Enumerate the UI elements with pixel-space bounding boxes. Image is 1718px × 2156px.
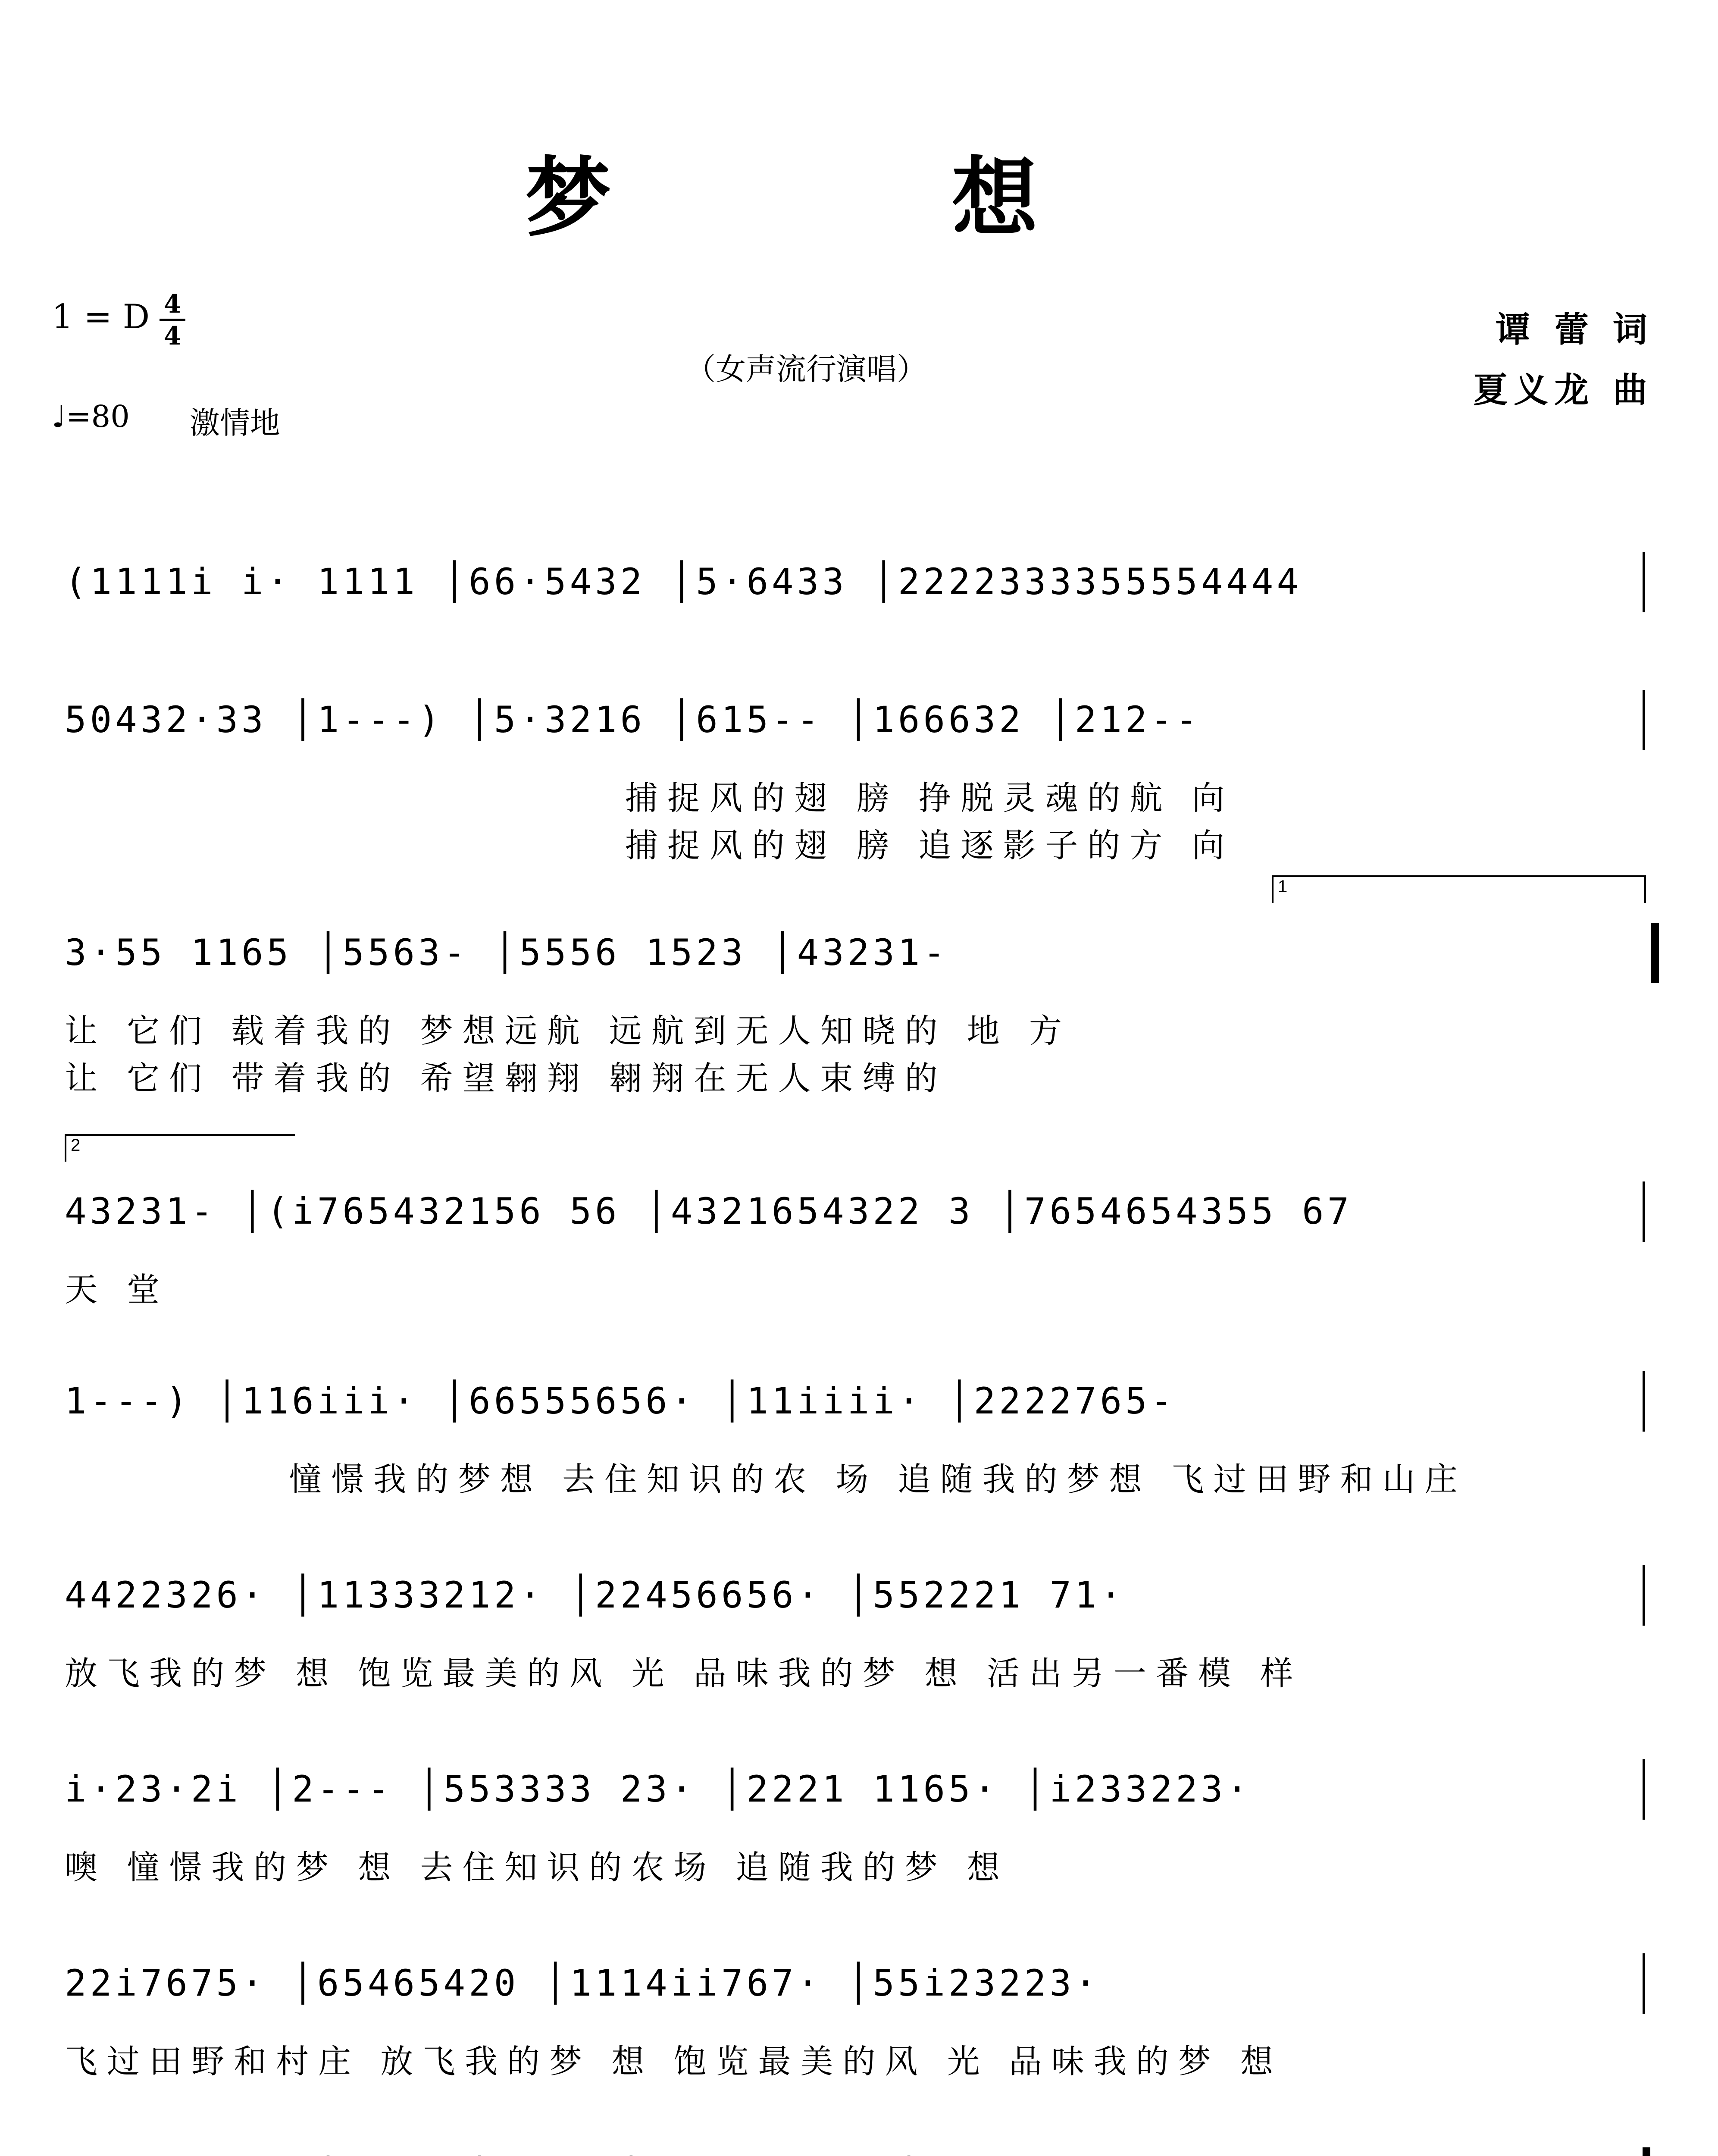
- time-signature-top: 4: [163, 289, 182, 319]
- lyrics-verse-2: 让 它们 带着我的 希望翱翔 翱翔在无人束缚的: [65, 1059, 947, 1097]
- song-title: 梦 想: [525, 147, 1193, 249]
- notation-line: 3·55 1165 │5563- │5556 1523 │43231-: [65, 931, 949, 974]
- lyrics-verse-2: 捕捉风的翅 膀 追逐影子的方 向: [625, 826, 1234, 865]
- time-signature: [160, 291, 185, 349]
- lyrics-verse-1: 让 它们 载着我的 梦想远航 远航到无人知晓的 地 方: [65, 1012, 1071, 1050]
- repeat-end-barline: [1651, 923, 1659, 983]
- lyrics-verse-1: 噢 憧憬我的梦 想 去住知识的农场 追随我的梦 想: [65, 1848, 1009, 1887]
- time-signature-bottom: 4: [163, 321, 182, 351]
- notation-line: i·23·2i │2--- │553333 23· │2221 1165· │i233223·: [65, 1768, 1252, 1810]
- lyricist-credit: 谭 蕾 词: [1496, 310, 1653, 350]
- notation-line: 43231- │(i765432156 56 │4321654322 3 │7654654355 67: [65, 1190, 1353, 1232]
- lyrics-verse-1: 捕捉风的翅 膀 挣脱灵魂的航 向: [625, 779, 1234, 817]
- lyrics-verse-1: 天 堂: [65, 1270, 169, 1309]
- performance-note: （女声流行演唱）: [685, 351, 927, 387]
- notation-line: 22i7675· │65465420 │1114ii767· │55i23223·: [65, 1962, 1100, 2004]
- notation-line: 4422326· │11333212· │22456656· │552221 71·: [65, 1574, 1126, 1616]
- tempo-marking: ♩=80: [52, 399, 130, 434]
- composer-credit: 夏义龙 曲: [1473, 370, 1653, 410]
- notation-line: (1111i i· 1111 │66·5432 │5·6433 │2222333355554444: [65, 561, 1302, 603]
- notation-line: 50432·33 │1---) │5·3216 │615-- │166632 │212--: [65, 699, 1201, 741]
- lyrics-verse-1: 飞过田野和村庄 放飞我的梦 想 饱览最美的风 光 品味我的梦 想: [65, 2042, 1283, 2081]
- volta-2: 2: [65, 1134, 295, 1162]
- final-barline: [1643, 2147, 1650, 2156]
- notation-line: 1---) │116iii· │66555656· │11iiii· │2222765-: [65, 1380, 1176, 1422]
- lyrics-verse-1: 放飞我的梦 想 饱览最美的风 光 品味我的梦 想 活出另一番模 样: [65, 1654, 1303, 1692]
- volta-1: 1: [1272, 875, 1646, 903]
- lyrics-verse-1: 憧憬我的梦想 去住知识的农 场 追随我的梦想 飞过田野和山庄: [289, 1460, 1467, 1498]
- key-signature: 1 = D: [52, 298, 150, 336]
- expression-marking: 激情地: [190, 405, 280, 441]
